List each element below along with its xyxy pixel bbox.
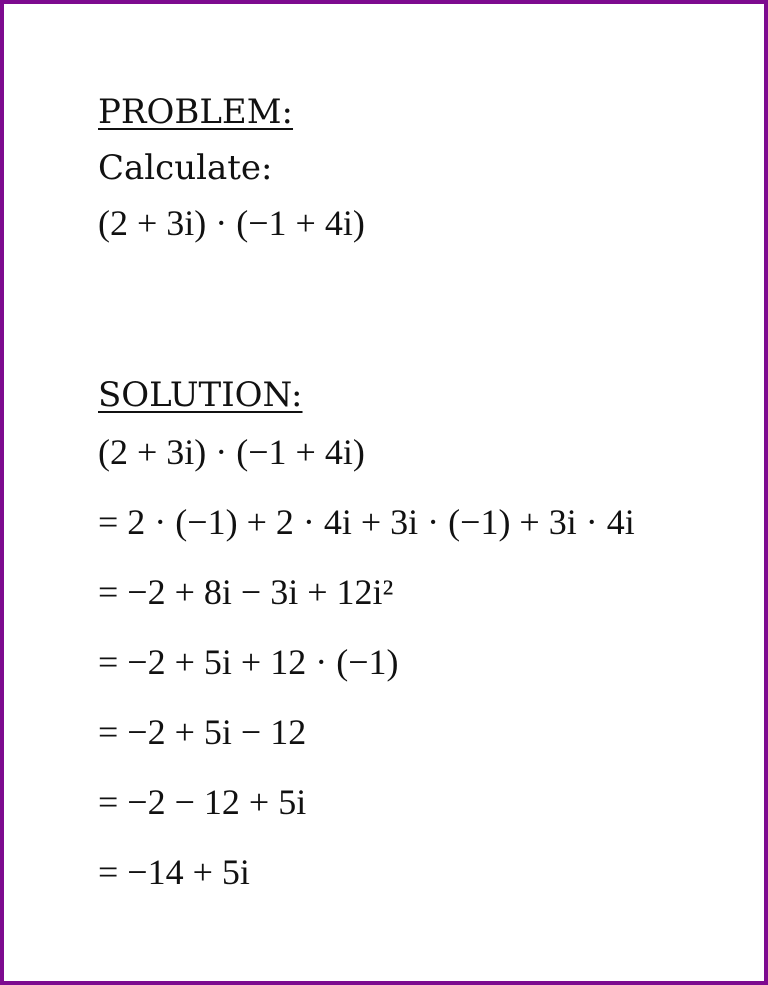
solution-step-4: = −2 + 5i − 12 <box>98 712 307 752</box>
solution-step-3: = −2 + 5i + 12 · (−1) <box>98 642 399 682</box>
solution-step-2: = −2 + 8i − 3i + 12i² <box>98 572 394 612</box>
solution-step-1: = 2 · (−1) + 2 · 4i + 3i · (−1) + 3i · 4i <box>98 502 635 542</box>
problem-instruction: Calculate: <box>98 148 273 188</box>
solution-step-5: = −2 − 12 + 5i <box>98 782 307 822</box>
solution-heading: SOLUTION: <box>98 375 303 415</box>
solution-final-answer: = −14 + 5i <box>98 852 250 892</box>
problem-heading: PROBLEM: <box>98 92 294 132</box>
solution-step-0: (2 + 3i) · (−1 + 4i) <box>98 432 365 472</box>
problem-expression: (2 + 3i) · (−1 + 4i) <box>98 203 365 243</box>
